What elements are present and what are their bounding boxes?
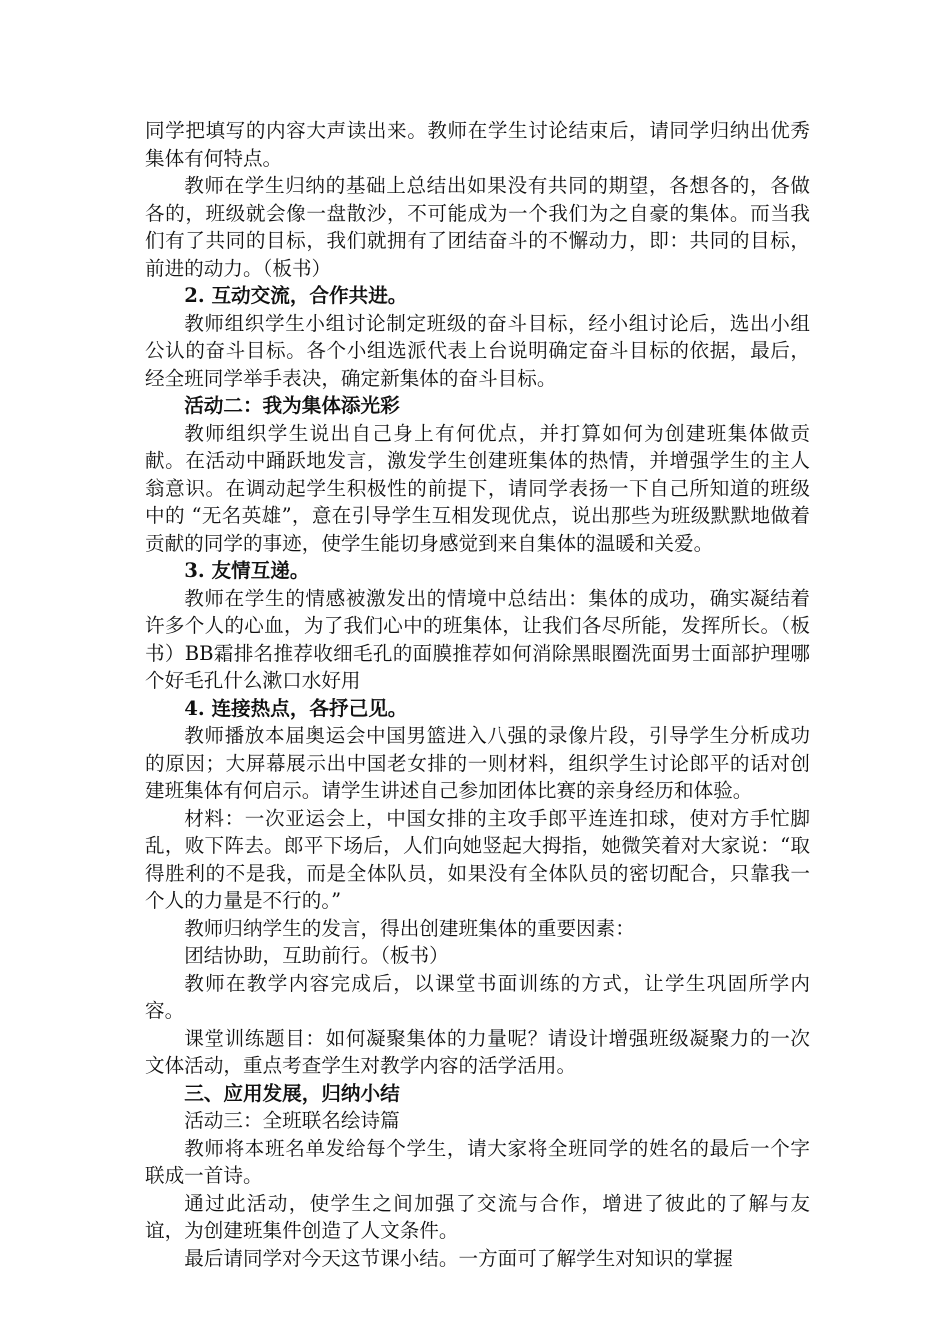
paragraph: 教师将本班名单发给每个学生，请大家将全班同学的姓名的最后一个字联成一首诗。 [145, 1136, 810, 1187]
paragraph: 教师归纳学生的发言，得出创建班集体的重要因素： [184, 916, 635, 940]
paragraph: 活动三：全班联名绘诗篇 [184, 1109, 400, 1132]
section-heading: 4. 连接热点，各抒己见。 [184, 696, 408, 720]
section-heading: 三、应用发展，归纳小结 [184, 1081, 400, 1105]
paragraph: 同学把填写的内容大声读出来。教师在学生讨论结束后，请同学归纳出优秀集体有何特点。 [145, 119, 810, 170]
paragraph: 课堂训练题目：如何凝聚集体的力量呢？请设计增强班级凝聚力的一次文体活动，重点考查学生对教学内容的活学活用。 [145, 1026, 810, 1077]
paragraph: 教师组织学生说出自己身上有何优点，并打算如何为创建班集体做贡献。在活动中踊跃地发言，激发学生创建班集体的热情，并增强学生的主人翁意识。在调动起学生积极性的前提下，请同学表扬一下自己所知道的班级中的 “无名英雄”，意在引导学生互相发现优点，说出那些为班级默默地做着贡献的同学的事迹，使学生能切身感觉到来自集体的温暖和关爱。 [145, 421, 810, 555]
paragraph: 教师在教学内容完成后，以课堂书面训练的方式，让学生巩固所学内容。 [145, 971, 810, 1022]
paragraph: 团结协助，互助前行。（板书） [184, 944, 449, 967]
paragraph: 材料：一次亚运会上，中国女排的主攻手郎平连连扣球，使对方手忙脚乱，败下阵去。郎平下场后，人们向她竖起大拇指，她微笑着对大家说：“取得胜利的不是我，而是全体队员，如果没有全体队员的密切配合，只靠我一个人的力量是不行的。” [145, 806, 810, 912]
paragraph: 最后请同学对今天这节课小结。一方面可了解学生对知识的掌握 [184, 1246, 733, 1270]
paragraph: 教师在学生的情感被激发出的情境中总结出：集体的成功，确实凝结着许多个人的心血，为了我们心中的班集体，让我们各尽所能，发挥所长。（板书）BB霜排名推荐收细毛孔的面膜推荐如何消除黑眼圈洗面男士面部护理哪个好毛孔什么漱口水好用 [145, 586, 810, 692]
section-heading: 2. 互动交流，合作共进。 [184, 284, 408, 307]
document-body [145, 117, 810, 1272]
paragraph: 教师播放本届奥运会中国男篮进入八强的录像片段，引导学生分析成功的原因；大屏幕展示出中国老女排的一则材料，组织学生讨论郎平的话对创建班集体有何启示。请学生讲述自己参加团体比赛的亲身经历和体验。 [145, 724, 810, 802]
paragraph: 教师组织学生小组讨论制定班级的奋斗目标，经小组讨论后，选出小组公认的奋斗目标。各个小组选派代表上台说明确定奋斗目标的依据，最后，经全班同学举手表决，确定新集体的奋斗目标。 [145, 311, 810, 390]
paragraph: 通过此活动，使学生之间加强了交流与合作，增进了彼此的了解与友谊，为创建班集件创造了人文条件。 [145, 1191, 810, 1242]
section-heading: 3. 友情互递。 [184, 559, 310, 582]
paragraph: 教师在学生归纳的基础上总结出如果没有共同的期望，各想各的，各做各的，班级就会像一盘散沙，不可能成为一个我们为之自豪的集体。而当我们有了共同的目标，我们就拥有了团结奋斗的不懈动力，即：共同的目标，前进的动力。（板书） [145, 174, 810, 280]
section-heading: 活动二：我为集体添光彩 [184, 394, 400, 417]
